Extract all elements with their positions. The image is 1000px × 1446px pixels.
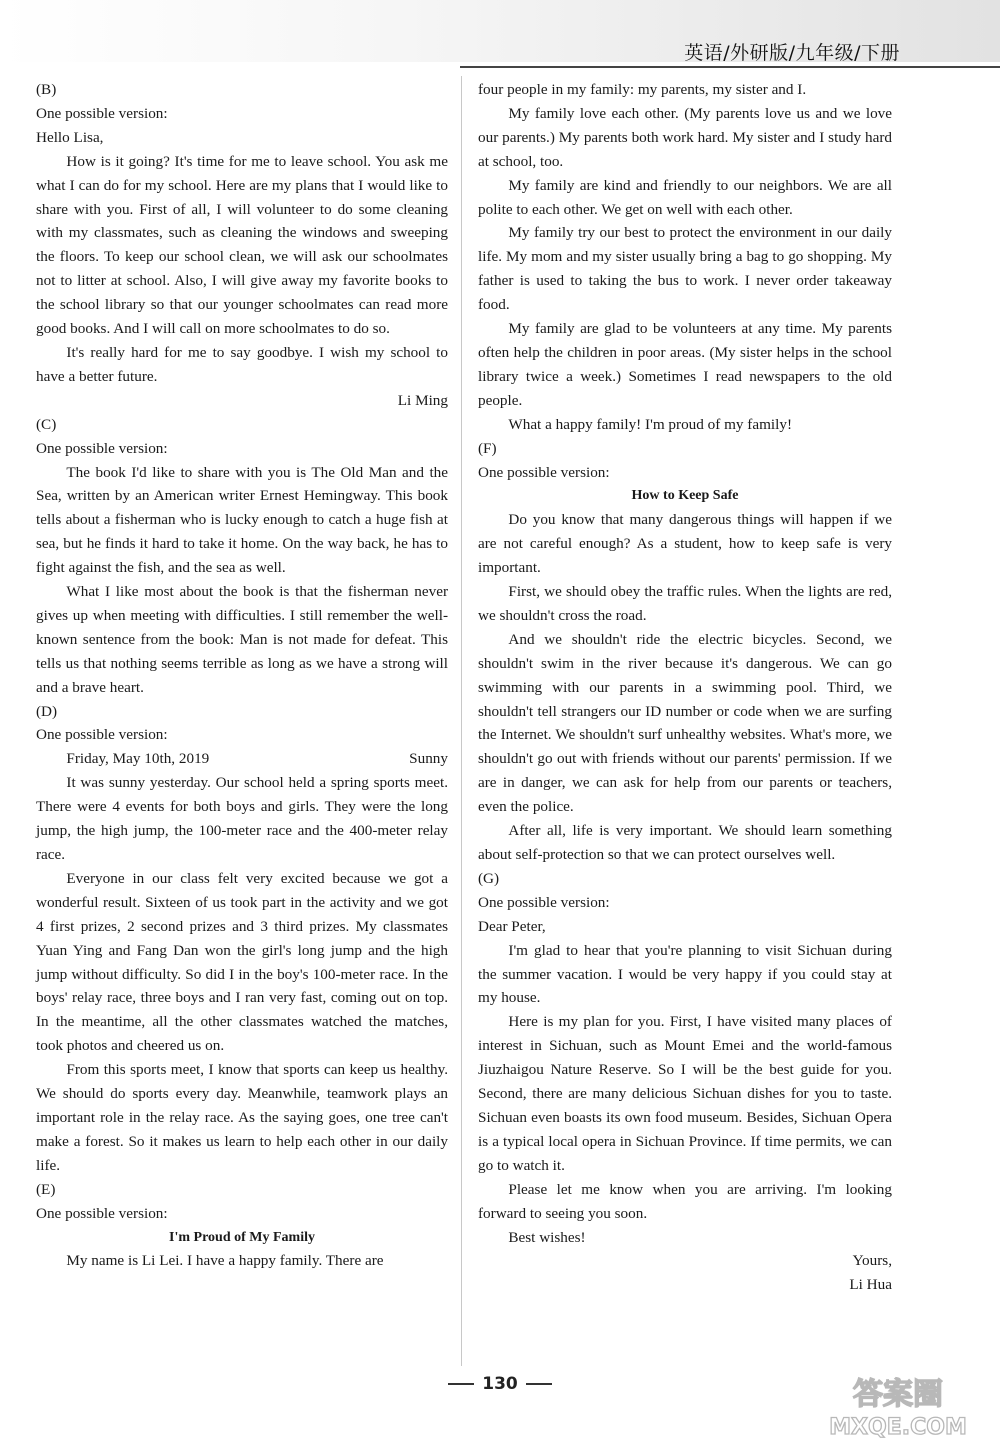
paragraph: My family are glad to be volunteers at any time. My parents often help the children in poor areas. (My sister helps in the school library twice a week.) Sometimes I read newspapers to the old people. xyxy=(478,320,892,409)
paragraph: My family try our best to protect the environment in our daily life. My mom and my sister usually bring a bag to go shopping. My father is used to taking the bus to work. I never order takeaway food. xyxy=(478,224,892,314)
watermark-bottom-text: MXQE.COM xyxy=(829,1415,967,1440)
section-line: One possible version: xyxy=(36,439,168,457)
paragraph: After all, life is very important. We should learn something about self-protection so that we can protect ourselves well. xyxy=(478,822,892,863)
section-line: One possible version: xyxy=(36,1204,168,1222)
signature-line: Li Hua xyxy=(849,1276,892,1294)
section-line: (D) xyxy=(36,702,58,720)
paragraph: Here is my plan for you. First, I have visited many places of interest in Sichuan, such as Mount Emei and the world-famous Jiuzhaigou Nature Reserve. So I will be the best guide for you. Second, there are many delicious Sichuan dishes for you to taste. Sichuan even boasts its own food museum. Besides, Sichuan Opera is a typical local opera in Sichuan Province. If time permits, we can go to watch it. xyxy=(478,1013,892,1174)
page-number-value: 130 xyxy=(482,1374,518,1394)
header-subject-tag: 英语/外研版/九年级/下册 xyxy=(684,42,900,64)
paragraph: What a happy family! I'm proud of my family! xyxy=(508,415,793,433)
diary-date-line xyxy=(36,747,448,771)
section-line: Hello Lisa, xyxy=(36,128,104,146)
paragraph: What I like most about the book is that the fisherman never gives up when meeting with difficulties. I still remember the well-known sentence from the book: Man is not made for defeat. This tells us that nothing seems terrible as long as we have a strong will and a brave heart. xyxy=(36,583,448,696)
diary-date: Friday, May 10th, 2019 xyxy=(66,750,210,768)
signature-line: Li Ming xyxy=(397,391,448,409)
left-column xyxy=(36,78,448,1273)
watermark-top-text: 答案圈 xyxy=(853,1377,943,1412)
paragraph: Everyone in our class felt very excited because we got a wonderful result. Sixteen of us took part in the activity and we got 4 first prizes, 2 second prizes and 3 third prizes. My classmates Yuan Ying and Fang Dan won the girl's long jump and the high jump without difficulty. So did I in the boy's 100-meter race. In the boys' relay race, three boys and I ran very fast, coming out on top. In the meantime, all the other classmates watched the matches, took photos and cheered us on. xyxy=(36,869,448,1055)
section-line: One possible version: xyxy=(478,463,610,481)
section-line: One possible version: xyxy=(36,726,168,744)
section-line: (B) xyxy=(36,81,57,98)
paragraph: And we shouldn't ride the electric bicycles. Second, we shouldn't swim in the river because it's dangerous. We can go swimming with our parents in a swimming pool. Third, we shouldn't tell strangers our ID number or code when we are surfing the Internet. We shouldn't surf unhealthy websites. What's more, we shouldn't go out with friends without our parents' permission. If we are in danger, we can ask for help from our parents or teachers, even the police. xyxy=(478,630,892,816)
paragraph: I'm glad to hear that you're planning to visit Sichuan during the summer vacation. I would be very happy if you could stay at my house. xyxy=(478,941,892,1007)
paragraph: Please let me know when you are arriving. I'm looking forward to seeing you soon. xyxy=(478,1180,892,1222)
paragraph: My family love each other. (My parents love us and we love our parents.) My parents both work hard. My sister and I study hard at school, too. xyxy=(478,104,892,170)
paragraph: How is it going? It's time for me to leave school. You ask me what I can do for my school. Here are my plans that I would like to share with you. First of all, I will volunteer to do some cleaning with my classmates, such as cleaning the windows and sweeping the floors. To keep our school clean, we will ask our schoolmates not to litter at school. Also, I will give away my favorite books to the school library so that our younger schoolmates can read more good books. And I will call on more schoolmates to do so. xyxy=(36,152,448,338)
right-column xyxy=(478,78,892,1297)
section-line: (G) xyxy=(478,869,500,887)
page-number-dash xyxy=(526,1383,552,1385)
watermark-logo xyxy=(808,1370,988,1440)
paragraph: It's really hard for me to say goodbye. I wish my school to have a better future. xyxy=(36,343,448,385)
page-number-dash xyxy=(448,1383,474,1385)
section-line: One possible version: xyxy=(478,893,610,911)
paragraph: It was sunny yesterday. Our school held a spring sports meet. There were 4 events for both boys and girls. They were the long jump, the high jump, the 100-meter race and the 400-meter relay race. xyxy=(36,774,448,863)
signature-line: Yours, xyxy=(852,1252,892,1270)
paragraph: The book I'd like to share with you is The Old Man and the Sea, written by an American writer Ernest Hemingway. This book tells about a fisherman who is lucky enough to catch a huge fish at sea, but he finds it hard to take it home. On the way back, he has to fight against the fish, and the sea as well. xyxy=(36,463,448,577)
header-rule xyxy=(460,66,1000,68)
paragraph: My name is Li Lei. I have a happy family. There are xyxy=(66,1252,384,1270)
section-line: (C) xyxy=(36,415,57,433)
section-line: One possible version: xyxy=(36,104,168,122)
diary-weather: Sunny xyxy=(409,750,448,768)
paragraph: Do you know that many dangerous things will happen if we are not careful enough? As a student, how to keep safe is very important. xyxy=(478,511,892,577)
section-line: (F) xyxy=(478,439,497,457)
section-line: (E) xyxy=(36,1180,56,1198)
section-line: four people in my family: my parents, my sister and I. xyxy=(478,81,807,98)
essay-title: I'm Proud of My Family xyxy=(169,1229,315,1245)
section-line: Dear Peter, xyxy=(478,917,546,935)
essay-title: How to Keep Safe xyxy=(631,488,739,504)
paragraph: Best wishes! xyxy=(508,1228,586,1246)
column-divider xyxy=(461,76,462,1366)
paragraph: First, we should obey the traffic rules. When the lights are red, we shouldn't cross the road. xyxy=(478,583,892,624)
paragraph: My family are kind and friendly to our neighbors. We are all polite to each other. We get on well with each other. xyxy=(478,176,892,218)
paragraph: From this sports meet, I know that sports can keep us healthy. We should do sports every day. Meanwhile, teamwork plays an important role in the relay race. As the saying goes, one tree can't make a forest. So it makes us learn to help each other in our daily life. xyxy=(36,1061,448,1174)
